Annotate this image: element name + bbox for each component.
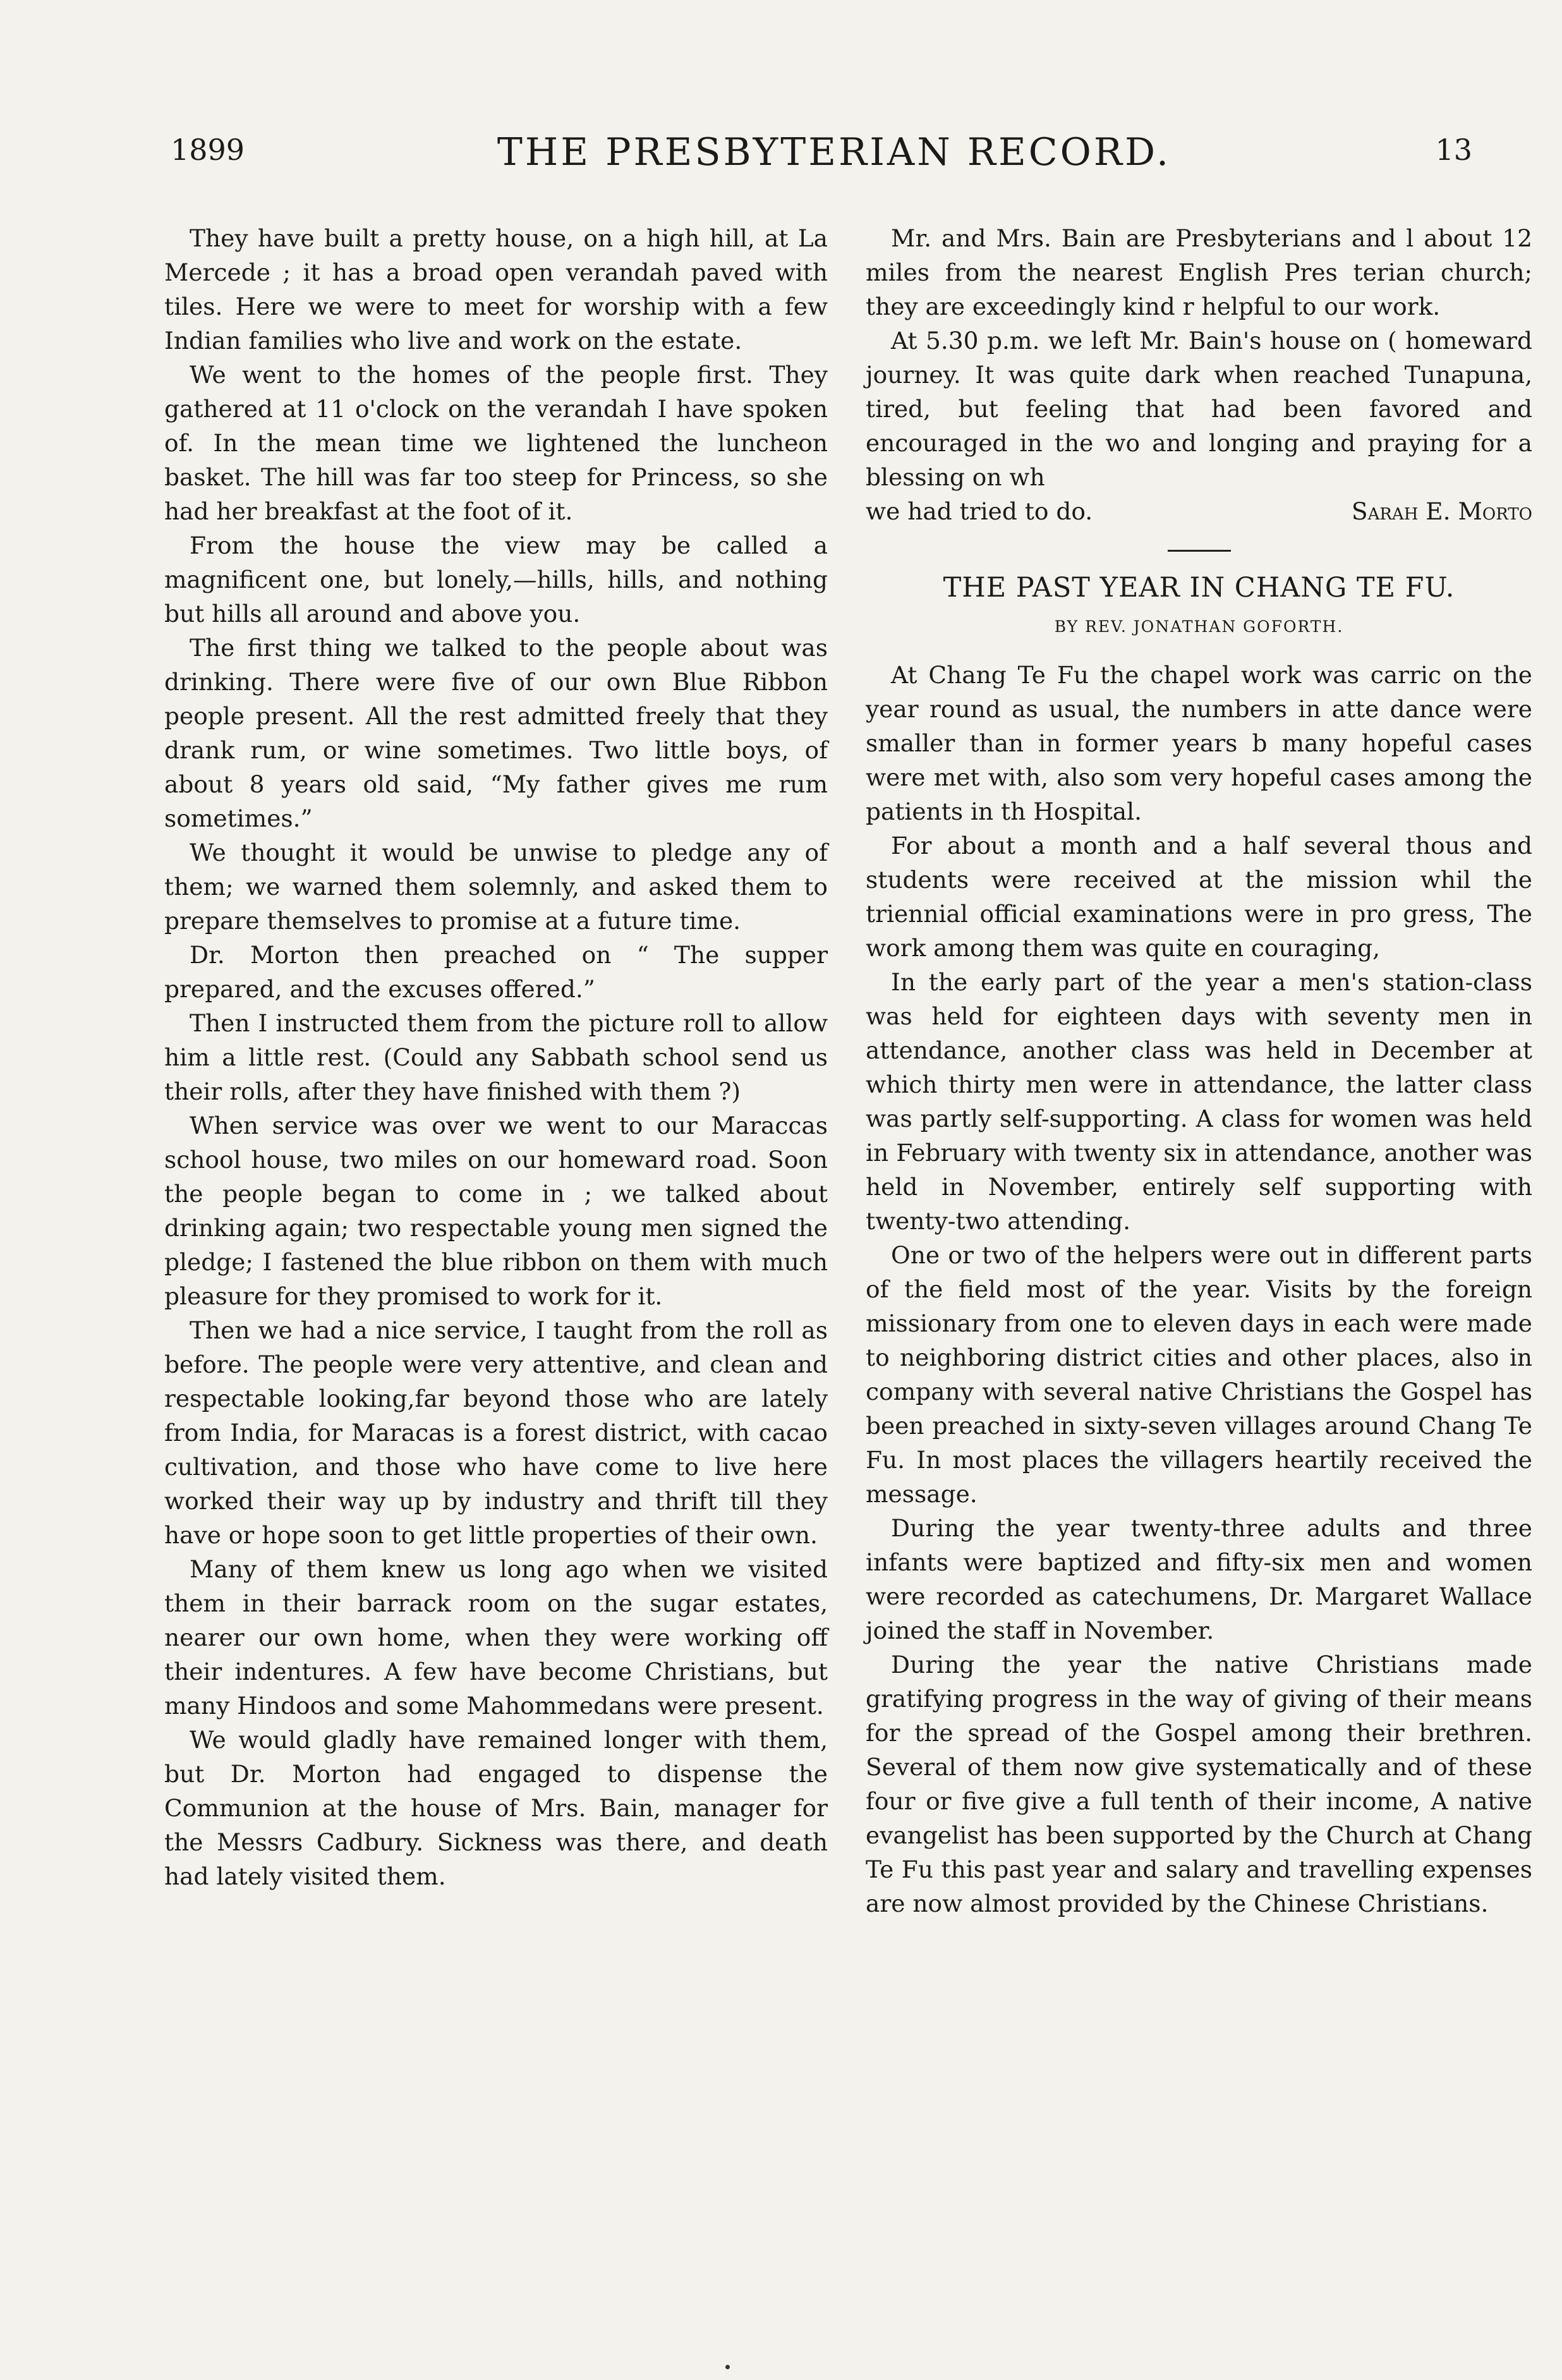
article-title: THE PAST YEAR IN CHANG TE FU.: [943, 572, 1455, 604]
article-byline: BY REV. JONATHAN GOFORTH.: [1054, 617, 1344, 636]
page-header: [171, 130, 1498, 177]
paragraph: Dr. Morton then preached on “ The supper prepared, and the excuses offered.”: [164, 941, 828, 1003]
page-year: 1899: [171, 133, 245, 167]
paragraph: From the house the view may be called a magnificent one, but lonely,—hills, hills, and nothing but hills all around and above you.: [164, 531, 828, 628]
paragraph: In the early part of the year a men's station-class was held for eighteen days with seventy men in attendance, another class was held in December at which thirty men were in attendance, the latter class was partly self-supporting. A class for women was held in February with twenty six in attendance, another was held in November, entirely self supporting with twenty-two attending.: [866, 968, 1532, 1235]
page-number: 13: [1435, 133, 1472, 167]
paragraph: We went to the homes of the people first. They gathered at 11 o'clock on the verandah I have spoken of. In the mean time we lightened the luncheon basket. The hill was far too steep for Princess, so she had her breakfast at the foot of it.: [164, 361, 828, 525]
signature-closing-text: we had tried to do.: [866, 497, 1093, 525]
paragraph: At Chang Te Fu the chapel work was carric on the year round as usual, the numbers in atte dance were smaller than in former years b many hopeful cases were met with, also som very hopeful cases among the patients in th Hospital.: [866, 661, 1532, 825]
paragraph: When service was over we went to our Maraccas school house, two miles on our homeward road. Soon the people began to come in ; we talked about drinking again; two respectable young men signed the pledge; I fastened the blue ribbon on them with much pleasure for they promised to work for it.: [164, 1112, 828, 1310]
signature-name: Sarah E. Morto: [1351, 497, 1532, 525]
paragraph: Many of them knew us long ago when we visited them in their barrack room on the sugar estates, nearer our own home, when they were working off their indentures. A few have become Christians, but many Hindoos and some Mahommedans were present.: [164, 1555, 828, 1720]
paragraph: We would gladly have remained longer with them, but Dr. Morton had engaged to dispense the Communion at the house of Mrs. Bain, manager for the Messrs Cadbury. Sickness was there, and death had lately visited them.: [164, 1726, 828, 1890]
section-divider: [1168, 550, 1231, 552]
paragraph: At 5.30 p.m. we left Mr. Bain's house on ( homeward journey. It was quite dark when reached Tunapuna, tired, but feeling that had been favored and encouraged in the wo and longing and praying for a blessing on wh: [866, 327, 1532, 491]
right-column: [866, 221, 1532, 1921]
paragraph: Then I instructed them from the picture roll to allow him a little rest. (Could any Sabbath school send us their rolls, after they have finished with them ?): [164, 1009, 828, 1105]
paragraph: One or two of the helpers were out in different parts of the field most of the year. Visits by the foreign missionary from one to eleven days in each were made to neighboring district cities and other places, also in company with several native Christians the Gospel has been preached in sixty-seven villages around Chang Te Fu. In most places the villagers heartily received the message.: [866, 1241, 1532, 1508]
letter-signature: [866, 494, 1532, 528]
paragraph: Mr. and Mrs. Bain are Presbyterians and l about 12 miles from the nearest English Pres terian church; they are exceedingly kind r helpful to our work.: [866, 224, 1532, 320]
paragraph: We thought it would be unwise to pledge any of them; we warned them solemnly, and asked them to prepare themselves to promise at a future time.: [164, 839, 828, 935]
paragraph: They have built a pretty house, on a high hill, at La Mercede ; it has a broad open verandah paved with tiles. Here we were to meet for worship with a few Indian families who live and work on the estate.: [164, 224, 828, 355]
paragraph: Then we had a nice service, I taught from the roll as before. The people were very attentive, and clean and respectable looking,far beyond those who are lately from India, for Maracas is a forest district, with cacao cultivation, and those who have come to live here worked their way up by industry and thrift till they have or hope soon to get little properties of their own.: [164, 1316, 828, 1549]
print-mark: [725, 2365, 730, 2369]
journal-title: THE PRESBYTERIAN RECORD.: [497, 130, 1172, 174]
paragraph: The first thing we talked to the people about was drinking. There were five of our own Blue Ribbon people present. All the rest admitted freely that they drank rum, or wine sometimes. Two little boys, of about 8 years old said, “My father gives me rum sometimes.”: [164, 634, 828, 832]
left-column: [164, 221, 828, 1893]
paragraph: During the year twenty-three adults and three infants were baptized and fifty-six men and women were recorded as catechumens, Dr. Margaret Wallace joined the staff in November.: [866, 1514, 1532, 1644]
paragraph: During the year the native Christians made gratifying progress in the way of giving of their means for the spread of the Gospel among their brethren. Several of them now give systematically and of these four or five give a full tenth of their income, A native evangelist has been supported by the Church at Chang Te Fu this past year and salary and travelling expenses are now almost provided by the Chinese Christians.: [866, 1651, 1532, 1917]
paragraph: For about a month and a half several thous and students were received at the mission whil the triennial official examinations were in pro gress, The work among them was quite en couraging,: [866, 832, 1532, 962]
